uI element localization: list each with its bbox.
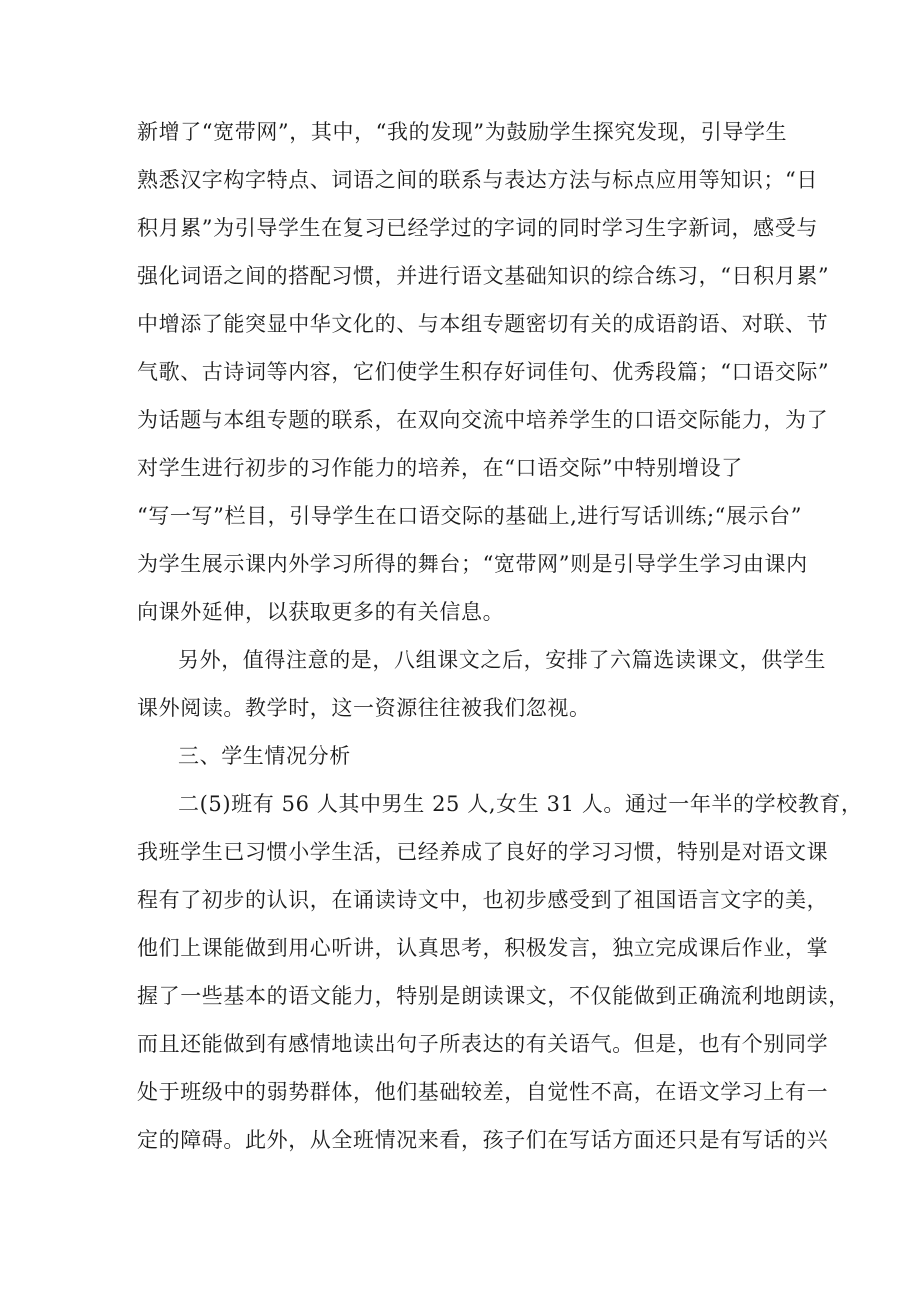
paragraph-first-line: 另外，值得注意的是，八组课文之后，安排了六篇选读课文，供学生 bbox=[178, 648, 826, 672]
text-line: 课外阅读。教学时，这一资源往往被我们忽视。 bbox=[137, 696, 591, 720]
text-line: 积月累”为引导学生在复习已经学过的字词的同时学习生字新词，感受与 bbox=[137, 216, 818, 240]
text-line: 向课外延伸，以获取更多的有关信息。 bbox=[137, 600, 505, 624]
text-line: 熟悉汉字构字特点、词语之间的联系与表达方法与标点应用等知识；“日 bbox=[137, 168, 818, 192]
text-line: 强化词语之间的搭配习惯，并进行语文基础知识的综合练习，“日积月累” bbox=[137, 264, 830, 288]
text-line: 定的障碍。此外，从全班情况来看，孩子们在写话方面还只是有写话的兴 bbox=[137, 1128, 829, 1152]
text-line: 握了一些基本的语文能力，特别是朗读课文，不仅能做到正确流利地朗读， bbox=[137, 984, 850, 1008]
text-line: 他们上课能做到用心听讲，认真思考，积极发言，独立完成课后作业，掌 bbox=[137, 936, 829, 960]
text-line: 新增了“宽带网”，其中，“我的发现”为鼓励学生探究发现，引导学生 bbox=[137, 120, 788, 144]
text-line: 程有了初步的认识，在诵读诗文中，也初步感受到了祖国语言文字的美， bbox=[137, 888, 829, 912]
text-line: 气歌、古诗词等内容，它们使学生积存好词佳句、优秀段篇；“口语交际” bbox=[137, 360, 830, 384]
text-line: “写一写”栏目，引导学生在口语交际的基础上,进行写话训练;“展示台” bbox=[137, 504, 803, 528]
text-line: 对学生进行初步的习作能力的培养，在“口语交际”中特别增设了 bbox=[137, 456, 743, 480]
text-line: 而且还能做到有感情地读出句子所表达的有关语气。但是，也有个别同学 bbox=[137, 1032, 829, 1056]
text-line: 为学生展示课内外学习所得的舞台；“宽带网”则是引导学生学习由课内 bbox=[137, 552, 808, 576]
text-line: 为话题与本组专题的联系，在双向交流中培养学生的口语交际能力，为了 bbox=[137, 408, 829, 432]
section-heading: 三、学生情况分析 bbox=[178, 744, 351, 768]
paragraph-first-line: 二(5)班有 56 人其中男生 25 人,女生 31 人。通过一年半的学校教育， bbox=[178, 792, 863, 816]
text-line: 处于班级中的弱势群体，他们基础较差，自觉性不高，在语文学习上有一 bbox=[137, 1080, 829, 1104]
text-line: 中增添了能突显中华文化的、与本组专题密切有关的成语韵语、对联、节 bbox=[137, 312, 829, 336]
text-line: 我班学生已习惯小学生活，已经养成了良好的学习习惯，特别是对语文课 bbox=[137, 840, 829, 864]
